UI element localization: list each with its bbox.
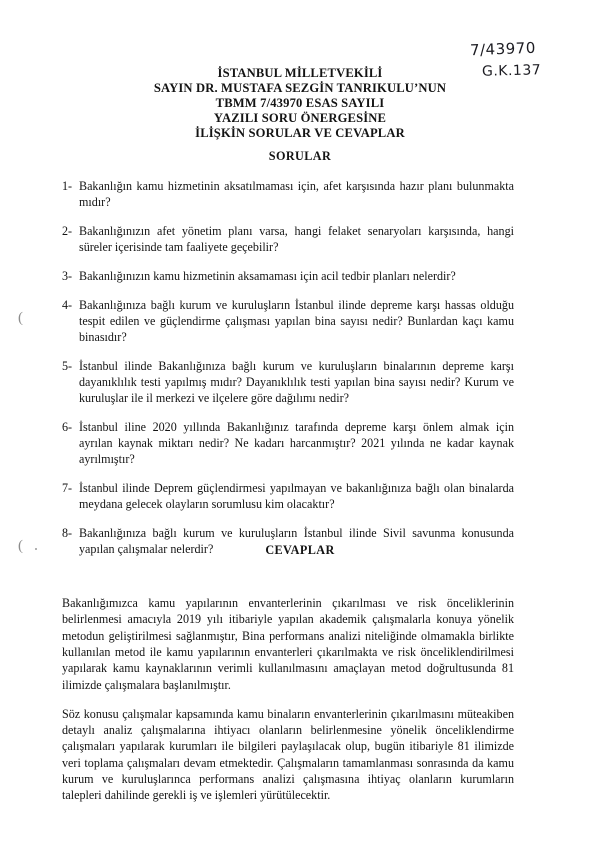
question-text: İstanbul ilinde Deprem güçlendirmesi yapılmayan ve bakanlığınıza bağlı olan binalarda meydana gelecek olayların sorumlusu kim olacaktır? xyxy=(79,480,514,512)
question-number: 8- xyxy=(62,525,73,540)
question-number: 7- xyxy=(62,480,73,495)
question-number: 6- xyxy=(62,419,73,434)
questions-section-heading: SORULAR xyxy=(268,149,332,163)
answer-paragraph: Bakanlığımızca kamu yapılarının envanterlerinin çıkarılması ve risk önceliklerinin belirlenmesi amacıyla 2019 yılı itibariyle yapılan akademik çalışmalarla konuya yönelik metodun geliştirilmesi sağlanmıştır, Bina performans analizi niteliğinde olmamakla birlikte kullanılan metod ile kamu yapılarının envanterleri çıkarılmakta ve risk önceliklendirilmesi yapılarak kamu kaynaklarının verimli kullanılmasını amaçlayan metod doğrultusunda 81 ilimizde çalışmalara başlanılmıştır. xyxy=(62,596,514,692)
margin-binding-mark-bottom: ( xyxy=(18,538,23,554)
handwritten-document-number: 7/43970 xyxy=(469,38,537,60)
answers-section-heading: CEVAPLAR xyxy=(265,543,335,557)
question-item xyxy=(62,268,514,284)
question-number: 5- xyxy=(62,358,73,373)
question-item xyxy=(62,223,514,255)
title-line-3: TBMM 7/43970 ESAS SAYILI xyxy=(215,95,385,110)
questions-list xyxy=(62,178,514,557)
question-text: Bakanlığın kamu hizmetinin aksatılmaması için, afet karşısında hazır planı bulunmakta mıdır? xyxy=(79,179,514,210)
question-item xyxy=(62,480,514,512)
question-item xyxy=(62,297,514,346)
title-line-5: İLİŞKİN SORULAR VE CEVAPLAR xyxy=(195,125,405,140)
question-item xyxy=(62,358,514,407)
margin-binding-mark-top: ( xyxy=(18,310,23,326)
question-number: 4- xyxy=(62,297,73,312)
title-line-1: İSTANBUL MİLLETVEKİLİ xyxy=(217,66,383,80)
question-text: İstanbul iline 2020 yıllında Bakanlığınız tarafında depreme karşı önlem almak için ayrılan kaynak miktarı nedir? Ne kadarı harcanmıştır? 2021 yılında ne kadar kaynak ayrılmıştır? xyxy=(79,419,514,467)
question-item xyxy=(62,419,514,468)
answers-body xyxy=(62,583,514,804)
question-text: Bakanlığınızın kamu hizmetinin aksamaması için acil tedbir planları nelerdir? xyxy=(79,268,456,283)
document-title-block xyxy=(0,66,600,141)
question-text: İstanbul ilinde Bakanlığınıza bağlı kurum ve kuruluşların binalarının depreme karşı dayanıklılık testi yapılmış mıdır? Dayanıklılık testi yapılan bina sayısı nedir? Kurum ve kuruluşlar ile il merkezi ve ilçelere göre dağılımı nedir? xyxy=(79,358,514,406)
question-number: 3- xyxy=(62,268,73,283)
title-line-2: SAYIN DR. MUSTAFA SEZGİN TANRIKULU’NUN xyxy=(153,80,447,95)
question-text: Bakanlığınızın afet yönetim planı varsa, hangi felaket senaryoları karşısında, hangi süreler içerisinde tam faaliyete geçebilir? xyxy=(79,223,514,255)
question-number: 2- xyxy=(62,223,73,238)
question-text: Bakanlığınıza bağlı kurum ve kuruluşların İstanbul ilinde depreme karşı hassas olduğu tespit edilen ve güçlendirme çalışması yapılan bina sayısı nedir? Bunlardan kaçı kamu binasıdır? xyxy=(79,297,514,344)
question-number: 1- xyxy=(62,179,73,193)
question-item xyxy=(62,178,514,210)
handwritten-registry-code: G.K.137 xyxy=(481,62,542,80)
question-text: Bakanlığınıza bağlı kurum ve kuruluşların İstanbul ilinde Sivil savunma konusunda yapılan çalışmalar nelerdir? xyxy=(79,525,514,556)
answer-paragraph: Söz konusu çalışmalar kapsamında kamu binaların envanterlerinin çıkarılmasını müteakiben detaylı analiz çalışmalarına ihtiyacı olanların belirlenmesine yönelik önceliklendirme çalışmaları yapılarak kurumları ile bilgileri paylaşılacak olup, bugün itibariyle 81 ilimizde veri toplama çalışmaları devam etmektedir. Çalışmaların tamamlanması sonrasında da kamu kurum ve kuruluşlarınca performans analizi çalışmasına ihtiyaç olanların kurumların talepleri dahilinde gerekli iş ve işlemleri yürütülecektir. xyxy=(62,706,514,803)
title-line-4: YAZILI SORU ÖNERGESİNE xyxy=(213,110,387,125)
